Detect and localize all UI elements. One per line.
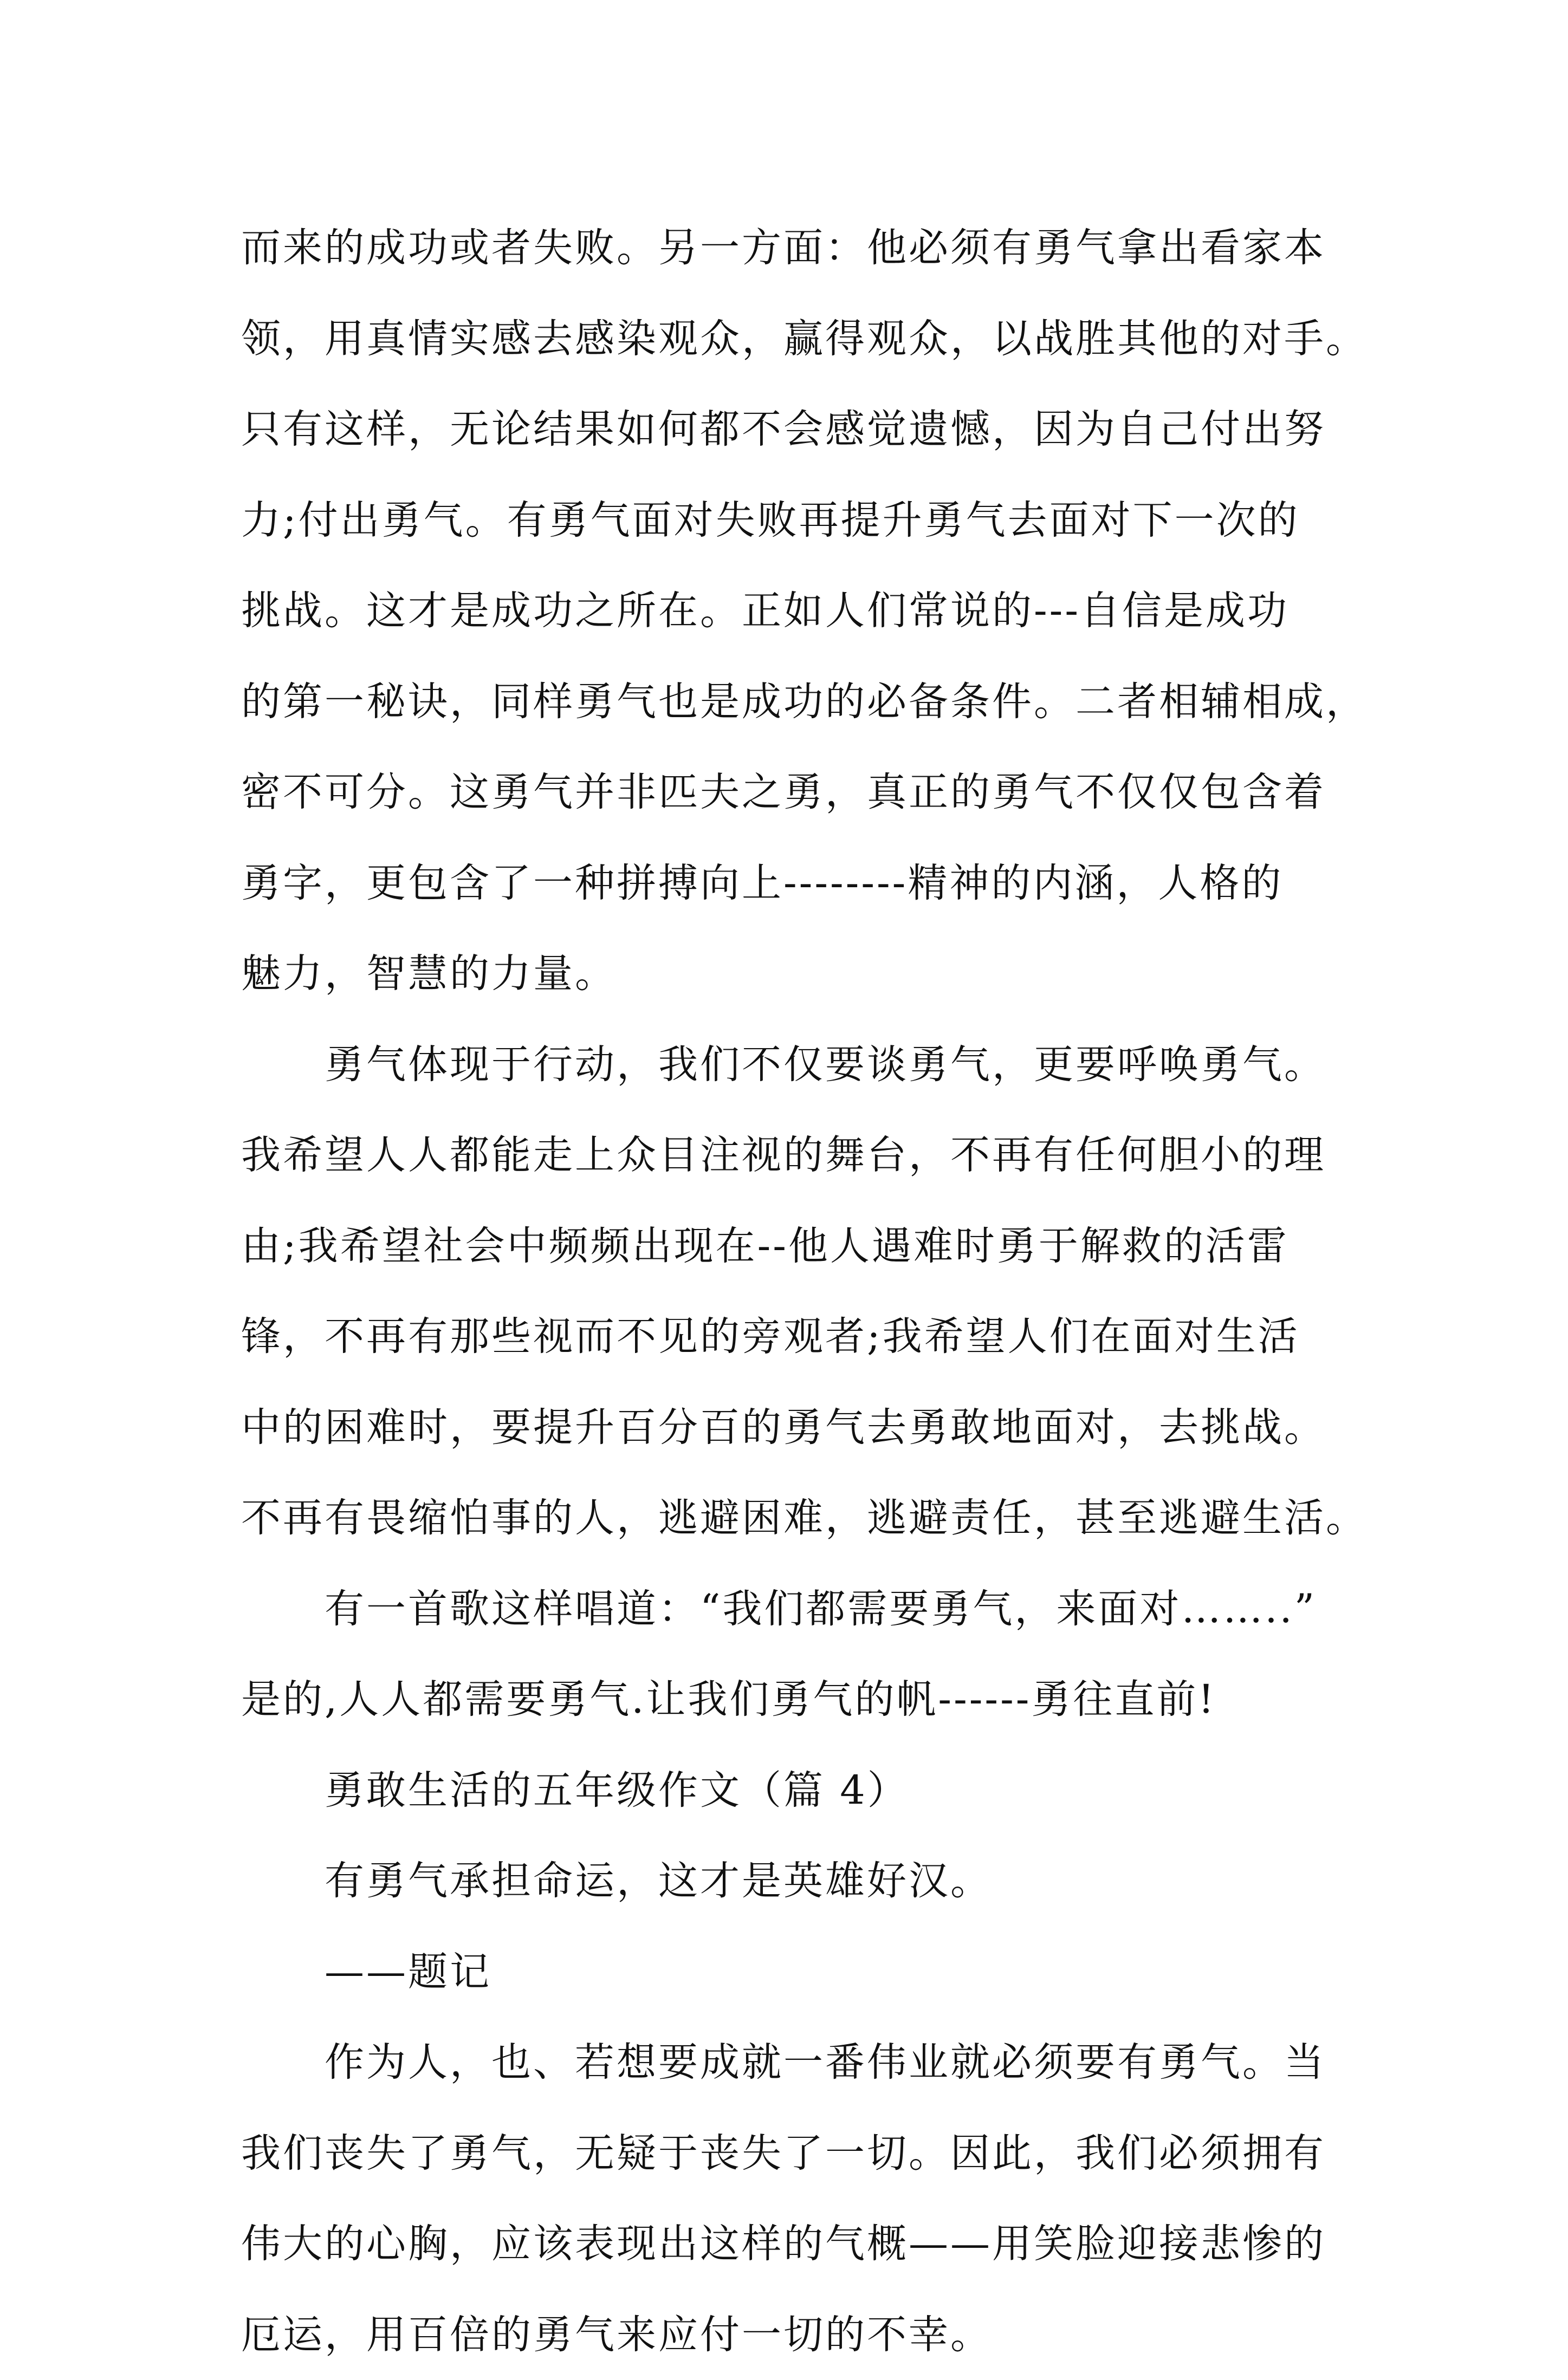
epigraph-line: 有勇气承担命运，这才是英雄好汉。	[241, 1836, 1336, 1927]
text-line: 中的困难时，要提升百分百的勇气去勇敢地面对，去挑战。	[241, 1382, 1336, 1473]
text-line: 由;我希望社会中频频出现在--他人遇难时勇于解救的活雷	[241, 1201, 1336, 1292]
text-line: 只有这样，无论结果如何都不会感觉遗憾，因为自己付出努	[241, 384, 1336, 475]
document-body	[241, 203, 1336, 2380]
text-line: 作为人，也、若想要成就一番伟业就必须要有勇气。当	[241, 2017, 1336, 2108]
text-line: 厄运，用百倍的勇气来应付一切的不幸。	[241, 2290, 1336, 2380]
text-line: 我们丧失了勇气，无疑于丧失了一切。因此，我们必须拥有	[241, 2108, 1336, 2199]
text-line: 有一首歌这样唱道：“我们都需要勇气，来面对……..”	[241, 1564, 1336, 1655]
text-line: 是的,人人都需要勇气.让我们勇气的帆------勇往直前!	[241, 1654, 1336, 1745]
text-line: 勇气体现于行动，我们不仅要谈勇气，更要呼唤勇气。	[241, 1019, 1336, 1110]
text-line: 挑战。这才是成功之所在。正如人们常说的---自信是成功	[241, 565, 1336, 656]
text-line: 不再有畏缩怕事的人，逃避困难，逃避责任，甚至逃避生活。	[241, 1473, 1336, 1564]
text-line: 伟大的心胸，应该表现出这样的气概——用笑脸迎接悲惨的	[241, 2199, 1336, 2290]
text-line: 勇字，更包含了一种拼搏向上--------精神的内涵，人格的	[241, 838, 1336, 929]
text-line: 而来的成功或者失败。另一方面：他必须有勇气拿出看家本	[241, 203, 1336, 294]
text-line: 锋，不再有那些视而不见的旁观者;我希望人们在面对生活	[241, 1291, 1336, 1382]
text-line: 我希望人人都能走上众目注视的舞台，不再有任何胆小的理	[241, 1110, 1336, 1201]
section-heading: 勇敢生活的五年级作文（篇 4）	[241, 1745, 1336, 1836]
text-line: 的第一秘诀，同样勇气也是成功的必备条件。二者相辅相成，	[241, 656, 1336, 747]
text-line: 力;付出勇气。有勇气面对失败再提升勇气去面对下一次的	[241, 475, 1336, 566]
epigraph-attribution: ——题记	[241, 1927, 1336, 2018]
text-line: 密不可分。这勇气并非匹夫之勇，真正的勇气不仅仅包含着	[241, 747, 1336, 838]
text-line: 魅力，智慧的力量。	[241, 928, 1336, 1019]
text-line: 领，用真情实感去感染观众，赢得观众，以战胜其他的对手。	[241, 294, 1336, 385]
